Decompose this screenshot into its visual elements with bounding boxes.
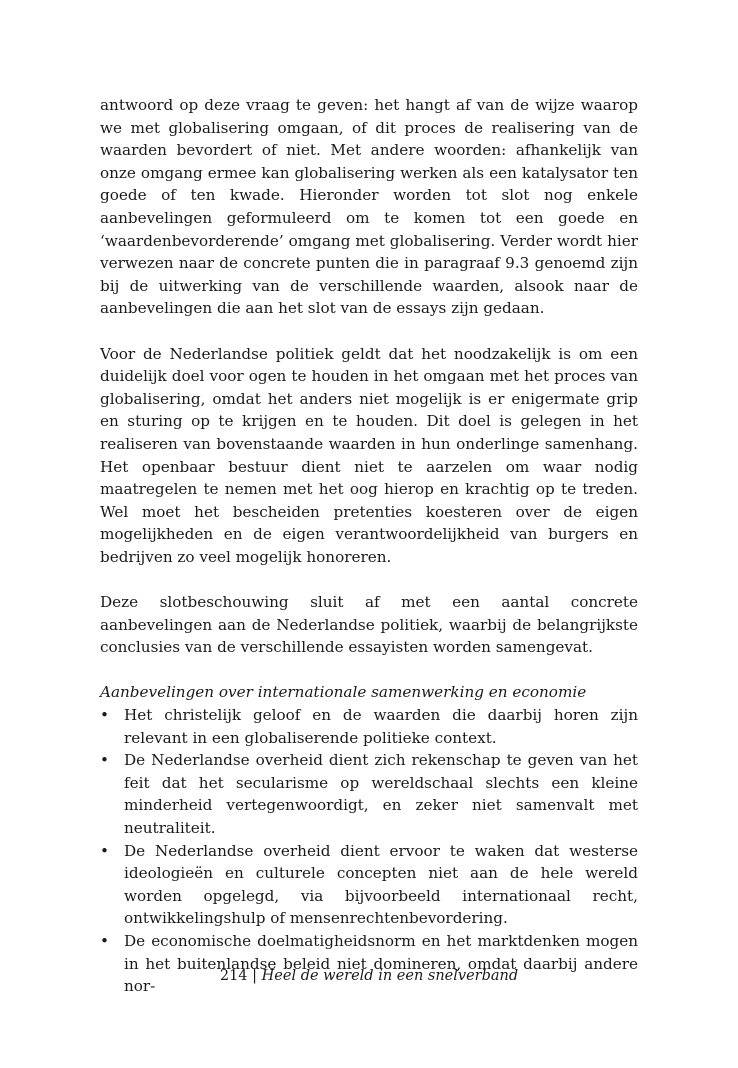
list-item-text: De Nederlandse overheid dient zich rekenschap te geven van het feit dat het secularisme op wereldschaal slechts een kleine minderheid vertegenwoordigt, en zeker niet samenvalt met neutraliteit.	[124, 751, 638, 837]
paragraph-1: antwoord op deze vraag te geven: het hangt af van de wijze waarop we met globalisering omgaan, of dit proces de realisering van de waarden bevordert of niet. Met andere woorden: afhankelijk van onze omgang ermee kan globalisering werken als een katalysator ten goede of ten kwade. Hieronder worden tot slot nog enkele aanbevelingen geformuleerd om te komen tot een goede en ‘waardenbevorderende’ omgang met globalisering. Verder wordt hier verwezen naar de concrete punten die in paragraaf 9.3 genoemd zijn bij de uitwerking van de verschillende waarden, alsook naar de aanbevelingen die aan het slot van de essays zijn gedaan.	[100, 96, 638, 318]
list-item	[100, 749, 638, 839]
paragraph-3: Deze slotbeschouwing sluit af met een aantal concrete aanbevelingen aan de Nederlandse politiek, waarbij de belangrijkste conclusies van de verschillende essayisten worden samengevat.	[100, 593, 638, 657]
list-item-text: De economische doelmatigheidsnorm en het marktdenken mogen in het buitenlandse beleid niet domineren, omdat daarbij andere nor-	[124, 931, 638, 996]
bullet-icon: •	[100, 751, 109, 770]
list-item-text: De Nederlandse overheid dient ervoor te waken dat westerse ideologieën en culturele concepten niet aan de hele wereld worden opgelegd, via bijvoorbeeld internationaal recht, ontwikkelingshulp of mensenrechtenbevordering.	[124, 841, 638, 928]
paragraph-spacer	[100, 659, 638, 682]
paragraph-2: Voor de Nederlandse politiek geldt dat het noodzakelijk is om een duidelijk doel voor ogen te houden in het omgaan met het proces van globalisering, omdat het anders niet mogelijk is er enigermate grip en sturing op te krijgen en te houden. Dit doel is gelegen in het realiseren van bovenstaande waarden in hun onderlinge samenhang. Het openbaar bestuur dient niet te aarzelen om waar nodig maatregelen te nemen met het oog hierop en krachtig op te treden. Wel moet het bescheiden pretenties koesteren over de eigen mogelijkheden en de eigen verantwoordelijkheid van burgers en bedrijven zo veel mogelijk honoreren.	[100, 344, 638, 566]
book-title: Heel de wereld in een snelverband	[261, 968, 519, 984]
section-heading: Aanbevelingen over internationale samenwerking en economie	[100, 683, 587, 702]
bullet-icon: •	[100, 841, 109, 860]
paragraph-spacer	[100, 568, 638, 591]
page-footer	[0, 966, 738, 986]
page-number: 214	[219, 968, 248, 984]
list-item	[100, 704, 638, 749]
list-item-text: Het christelijk geloof en de waarden die daarbij horen zijn relevant in een globaliserende politieke context.	[124, 706, 638, 747]
list-item	[100, 930, 638, 998]
bullet-icon: •	[100, 706, 109, 725]
footer-separator: |	[252, 968, 258, 984]
paragraph-spacer	[100, 320, 638, 343]
page-body	[100, 94, 638, 998]
list-item	[100, 840, 638, 930]
recommendation-list	[100, 704, 638, 998]
bullet-icon: •	[100, 931, 109, 950]
